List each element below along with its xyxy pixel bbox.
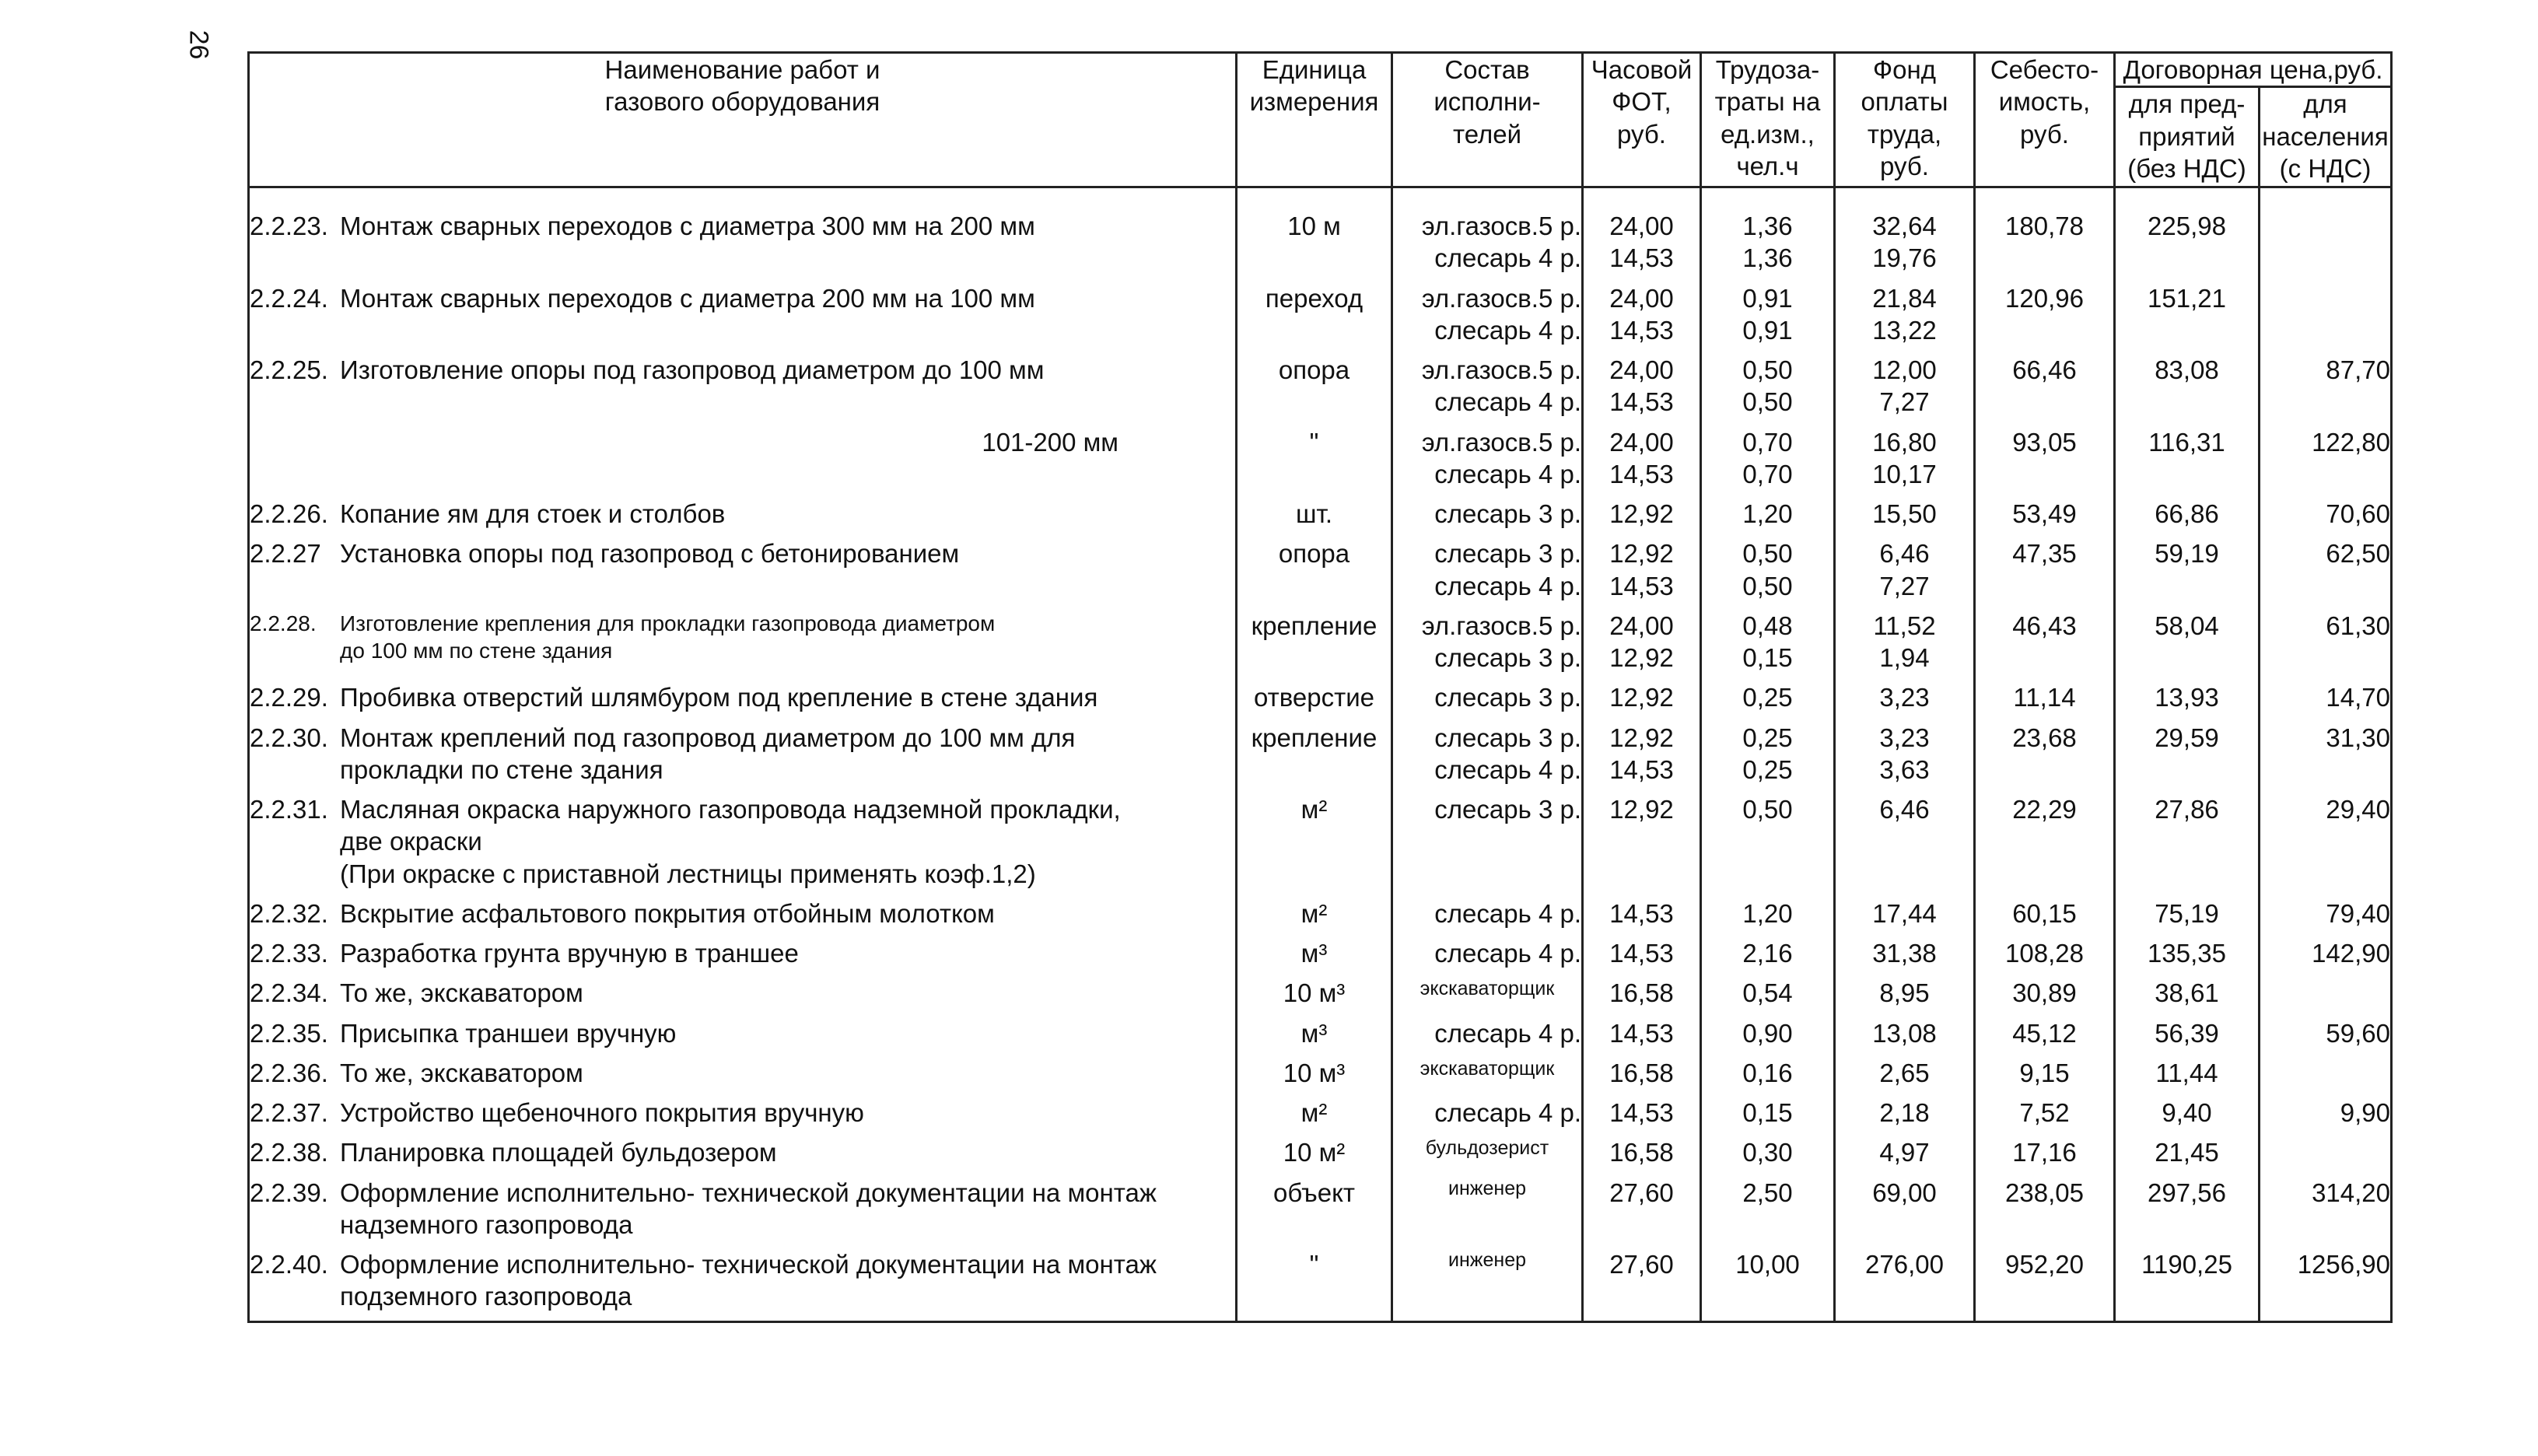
cell-work-name: 2.2.28. Изготовление крепления для прокладки газопровода диаметром до 100 мм по стене здания — [249, 610, 1237, 682]
cell-price-population: 1256,90 — [2260, 1248, 2392, 1321]
cell-work-name: 2.2.36. То же, экскаватором — [249, 1057, 1237, 1097]
cell-wage-fund: 2,18 — [1835, 1097, 1975, 1136]
header-unit: Единица измерения — [1237, 53, 1392, 187]
cell-staff: слесарь 3 р. — [1392, 498, 1583, 537]
cell-labor: 0,48 0,15 — [1701, 610, 1835, 682]
cell-price-enterprises: 75,19 — [2115, 898, 2260, 937]
cell-wage-fund: 21,84 13,22 — [1835, 282, 1975, 355]
cell-work-name: 2.2.29. Пробивка отверстий шлямбуром под крепление в стене здания — [249, 681, 1237, 721]
cell-price-population: 61,30 — [2260, 610, 2392, 682]
cell-wage-fund: 6,46 7,27 — [1835, 537, 1975, 610]
cell-staff: слесарь 3 р. слесарь 4 р. — [1392, 722, 1583, 794]
cell-price-enterprises: 135,35 — [2115, 937, 2260, 977]
cell-work-name: 2.2.25. Изготовление опоры под газопровод диаметром до 100 мм — [249, 354, 1237, 426]
cell-price-population: 31,30 — [2260, 722, 2392, 794]
cell-cost: 238,05 — [1975, 1177, 2115, 1249]
cell-wage-fund: 276,00 — [1835, 1248, 1975, 1321]
table-row — [249, 1136, 2392, 1176]
cell-unit: объект — [1237, 1177, 1392, 1249]
table-row — [249, 937, 2392, 977]
cell-wage-fund: 4,97 — [1835, 1136, 1975, 1176]
table-row — [249, 722, 2392, 794]
cell-labor: 1,36 1,36 — [1701, 187, 1835, 282]
cell-hourly-fot: 24,00 14,53 — [1583, 187, 1701, 282]
cell-labor: 1,20 — [1701, 898, 1835, 937]
price-table — [247, 51, 2393, 1323]
cell-price-population — [2260, 1136, 2392, 1176]
cell-hourly-fot: 27,60 — [1583, 1177, 1701, 1249]
cell-work-name: 2.2.26. Копание ям для стоек и столбов — [249, 498, 1237, 537]
cell-unit: 10 м² — [1237, 1136, 1392, 1176]
cell-labor: 0,50 0,50 — [1701, 354, 1835, 426]
cell-cost: 108,28 — [1975, 937, 2115, 977]
table-row — [249, 898, 2392, 937]
cell-labor: 0,25 0,25 — [1701, 722, 1835, 794]
cell-unit: переход — [1237, 282, 1392, 355]
cell-wage-fund: 8,95 — [1835, 977, 1975, 1017]
cell-work-name: 2.2.33. Разработка грунта вручную в траншее — [249, 937, 1237, 977]
cell-hourly-fot: 27,60 — [1583, 1248, 1701, 1321]
cell-cost: 22,29 — [1975, 793, 2115, 898]
cell-hourly-fot: 14,53 — [1583, 937, 1701, 977]
cell-wage-fund: 17,44 — [1835, 898, 1975, 937]
cell-unit: м² — [1237, 793, 1392, 898]
cell-staff: инженер — [1392, 1177, 1583, 1249]
cell-price-population: 314,20 — [2260, 1177, 2392, 1249]
cell-labor: 10,00 — [1701, 1248, 1835, 1321]
cell-hourly-fot: 16,58 — [1583, 977, 1701, 1017]
cell-work-name: 2.2.31. Масляная окраска наружного газопровода надземной прокладки, две окраски (При окраске с приставной лестницы применять коэф.1,2) — [249, 793, 1237, 898]
cell-cost: 47,35 — [1975, 537, 2115, 610]
cell-price-enterprises: 116,31 — [2115, 426, 2260, 499]
cell-cost: 9,15 — [1975, 1057, 2115, 1097]
cell-labor: 0,16 — [1701, 1057, 1835, 1097]
cell-price-population: 9,90 — [2260, 1097, 2392, 1136]
table-row — [249, 187, 2392, 282]
cell-wage-fund: 12,00 7,27 — [1835, 354, 1975, 426]
table-row — [249, 681, 2392, 721]
cell-wage-fund: 6,46 — [1835, 793, 1975, 898]
cell-wage-fund: 15,50 — [1835, 498, 1975, 537]
table-row — [249, 498, 2392, 537]
cell-work-name: 2.2.32. Вскрытие асфальтового покрытия отбойным молотком — [249, 898, 1237, 937]
cell-unit: 10 м³ — [1237, 1057, 1392, 1097]
cell-labor: 0,90 — [1701, 1017, 1835, 1057]
cell-work-name: 2.2.35. Присыпка траншеи вручную — [249, 1017, 1237, 1057]
cell-cost: 53,49 — [1975, 498, 2115, 537]
cell-price-enterprises: 59,19 — [2115, 537, 2260, 610]
cell-work-name: 2.2.27 Установка опоры под газопровод с бетонированием — [249, 537, 1237, 610]
cell-work-name: 2.2.30. Монтаж креплений под газопровод диаметром до 100 мм для прокладки по стене здания — [249, 722, 1237, 794]
cell-hourly-fot: 24,00 14,53 — [1583, 354, 1701, 426]
cell-price-enterprises: 21,45 — [2115, 1136, 2260, 1176]
cell-price-enterprises: 58,04 — [2115, 610, 2260, 682]
cell-hourly-fot: 14,53 — [1583, 898, 1701, 937]
cell-staff: эл.газосв.5 р. слесарь 4 р. — [1392, 354, 1583, 426]
table-row — [249, 610, 2392, 682]
table-row — [249, 1177, 2392, 1249]
cell-unit: м³ — [1237, 937, 1392, 977]
cell-unit: крепление — [1237, 610, 1392, 682]
cell-hourly-fot: 12,92 — [1583, 793, 1701, 898]
cell-price-enterprises: 38,61 — [2115, 977, 2260, 1017]
cell-price-enterprises: 66,86 — [2115, 498, 2260, 537]
cell-wage-fund: 11,52 1,94 — [1835, 610, 1975, 682]
cell-hourly-fot: 24,00 14,53 — [1583, 282, 1701, 355]
cell-wage-fund: 31,38 — [1835, 937, 1975, 977]
cell-hourly-fot: 14,53 — [1583, 1097, 1701, 1136]
cell-work-name: 2.2.39. Оформление исполнительно- технической документации на монтаж надземного газопровода — [249, 1177, 1237, 1249]
cell-wage-fund: 13,08 — [1835, 1017, 1975, 1057]
cell-cost: 120,96 — [1975, 282, 2115, 355]
header-wage-fund: Фонд оплаты труда, руб. — [1835, 53, 1975, 187]
cell-price-population — [2260, 1057, 2392, 1097]
cell-cost: 60,15 — [1975, 898, 2115, 937]
cell-hourly-fot: 24,00 12,92 — [1583, 610, 1701, 682]
cell-unit: отверстие — [1237, 681, 1392, 721]
header-hourly-fot: Часовой ФОТ, руб. — [1583, 53, 1701, 187]
cell-staff: слесарь 4 р. — [1392, 1017, 1583, 1057]
price-sheet — [247, 51, 2390, 1412]
header-contract-price: Договорная цена,руб. — [2115, 53, 2392, 87]
cell-hourly-fot: 24,00 14,53 — [1583, 426, 1701, 499]
cell-wage-fund: 3,23 — [1835, 681, 1975, 721]
cell-labor: 0,30 — [1701, 1136, 1835, 1176]
cell-price-population — [2260, 187, 2392, 282]
cell-work-name: 2.2.34. То же, экскаватором — [249, 977, 1237, 1017]
cell-hourly-fot: 12,92 14,53 — [1583, 537, 1701, 610]
table-row — [249, 1097, 2392, 1136]
cell-labor: 0,15 — [1701, 1097, 1835, 1136]
cell-price-enterprises: 83,08 — [2115, 354, 2260, 426]
cell-work-name: 2.2.38. Планировка площадей бульдозером — [249, 1136, 1237, 1176]
cell-work-name: 2.2.40. Оформление исполнительно- технической документации на монтаж подземного газопровода — [249, 1248, 1237, 1321]
cell-staff: эл.газосв.5 р. слесарь 4 р. — [1392, 282, 1583, 355]
cell-price-population — [2260, 977, 2392, 1017]
cell-wage-fund: 32,64 19,76 — [1835, 187, 1975, 282]
cell-staff: бульдозерист — [1392, 1136, 1583, 1176]
table-row — [249, 1248, 2392, 1321]
cell-labor: 0,25 — [1701, 681, 1835, 721]
cell-hourly-fot: 16,58 — [1583, 1136, 1701, 1176]
cell-unit: м² — [1237, 898, 1392, 937]
table-row — [249, 793, 2392, 898]
cell-labor: 2,50 — [1701, 1177, 1835, 1249]
cell-cost: 45,12 — [1975, 1017, 2115, 1057]
table-row — [249, 1017, 2392, 1057]
cell-staff: слесарь 3 р. слесарь 4 р. — [1392, 537, 1583, 610]
table-row — [249, 282, 2392, 355]
cell-unit: опора — [1237, 537, 1392, 610]
cell-price-enterprises: 27,86 — [2115, 793, 2260, 898]
cell-price-enterprises: 1190,25 — [2115, 1248, 2260, 1321]
cell-staff: экскаваторщик — [1392, 1057, 1583, 1097]
cell-price-population: 142,90 — [2260, 937, 2392, 977]
table-body — [249, 187, 2392, 1322]
cell-staff: инженер — [1392, 1248, 1583, 1321]
cell-cost: 7,52 — [1975, 1097, 2115, 1136]
cell-cost: 11,14 — [1975, 681, 2115, 721]
cell-work-name: 101-200 мм — [249, 426, 1237, 499]
cell-labor: 0,54 — [1701, 977, 1835, 1017]
cell-staff: эл.газосв.5 р. слесарь 3 р. — [1392, 610, 1583, 682]
cell-price-population: 62,50 — [2260, 537, 2392, 610]
cell-hourly-fot: 16,58 — [1583, 1057, 1701, 1097]
cell-staff: экскаваторщик — [1392, 977, 1583, 1017]
cell-unit: шт. — [1237, 498, 1392, 537]
cell-unit: " — [1237, 426, 1392, 499]
cell-price-population: 79,40 — [2260, 898, 2392, 937]
table-row — [249, 537, 2392, 610]
cell-staff: эл.газосв.5 р. слесарь 4 р. — [1392, 187, 1583, 282]
cell-price-population: 14,70 — [2260, 681, 2392, 721]
cell-cost: 23,68 — [1975, 722, 2115, 794]
cell-hourly-fot: 14,53 — [1583, 1017, 1701, 1057]
cell-price-population: 59,60 — [2260, 1017, 2392, 1057]
cell-staff: слесарь 3 р. — [1392, 793, 1583, 898]
cell-cost: 66,46 — [1975, 354, 2115, 426]
page-number: 26 — [184, 30, 214, 60]
cell-cost: 93,05 — [1975, 426, 2115, 499]
cell-price-population: 122,80 — [2260, 426, 2392, 499]
cell-work-name: 2.2.23. Монтаж сварных переходов с диаметра 300 мм на 200 мм — [249, 187, 1237, 282]
cell-wage-fund: 16,80 10,17 — [1835, 426, 1975, 499]
table-row — [249, 977, 2392, 1017]
cell-staff: эл.газосв.5 р. слесарь 4 р. — [1392, 426, 1583, 499]
cell-labor: 2,16 — [1701, 937, 1835, 977]
cell-price-enterprises: 11,44 — [2115, 1057, 2260, 1097]
table-row — [249, 1057, 2392, 1097]
cell-price-population: 87,70 — [2260, 354, 2392, 426]
cell-wage-fund: 2,65 — [1835, 1057, 1975, 1097]
cell-work-name: 2.2.37. Устройство щебеночного покрытия вручную — [249, 1097, 1237, 1136]
cell-price-enterprises: 297,56 — [2115, 1177, 2260, 1249]
cell-unit: 10 м³ — [1237, 977, 1392, 1017]
header-labor: Трудоза- траты на ед.изм., чел.ч — [1701, 53, 1835, 187]
cell-price-population: 29,40 — [2260, 793, 2392, 898]
cell-unit: м³ — [1237, 1017, 1392, 1057]
cell-unit: крепление — [1237, 722, 1392, 794]
cell-price-population: 70,60 — [2260, 498, 2392, 537]
cell-unit: м² — [1237, 1097, 1392, 1136]
cell-hourly-fot: 12,92 — [1583, 681, 1701, 721]
cell-hourly-fot: 12,92 14,53 — [1583, 722, 1701, 794]
cell-staff: слесарь 4 р. — [1392, 898, 1583, 937]
cell-cost: 30,89 — [1975, 977, 2115, 1017]
cell-price-enterprises: 29,59 — [2115, 722, 2260, 794]
cell-cost: 46,43 — [1975, 610, 2115, 682]
header-staff: Состав исполни- телей — [1392, 53, 1583, 187]
cell-labor: 0,70 0,70 — [1701, 426, 1835, 499]
header-cost: Себесто- имость, руб. — [1975, 53, 2115, 187]
cell-wage-fund: 69,00 — [1835, 1177, 1975, 1249]
cell-labor: 0,50 — [1701, 793, 1835, 898]
cell-staff: слесарь 4 р. — [1392, 937, 1583, 977]
cell-work-name: 2.2.24. Монтаж сварных переходов с диаметра 200 мм на 100 мм — [249, 282, 1237, 355]
table-row — [249, 354, 2392, 426]
cell-price-population — [2260, 282, 2392, 355]
cell-hourly-fot: 12,92 — [1583, 498, 1701, 537]
cell-labor: 0,91 0,91 — [1701, 282, 1835, 355]
cell-price-enterprises: 56,39 — [2115, 1017, 2260, 1057]
cell-labor: 1,20 — [1701, 498, 1835, 537]
cell-staff: слесарь 3 р. — [1392, 681, 1583, 721]
table-row — [249, 426, 2392, 499]
cell-unit: 10 м — [1237, 187, 1392, 282]
cell-unit: опора — [1237, 354, 1392, 426]
cell-labor: 0,50 0,50 — [1701, 537, 1835, 610]
cell-price-enterprises: 13,93 — [2115, 681, 2260, 721]
cell-cost: 180,78 — [1975, 187, 2115, 282]
cell-price-enterprises: 151,21 — [2115, 282, 2260, 355]
cell-price-enterprises: 225,98 — [2115, 187, 2260, 282]
header-name: Наименование работ и газового оборудования — [249, 53, 1237, 187]
cell-wage-fund: 3,23 3,63 — [1835, 722, 1975, 794]
cell-staff: слесарь 4 р. — [1392, 1097, 1583, 1136]
header-for-enterprises: для пред- приятий (без НДС) — [2115, 87, 2260, 187]
header-for-population: для населения (с НДС) — [2260, 87, 2392, 187]
cell-cost: 952,20 — [1975, 1248, 2115, 1321]
cell-unit: " — [1237, 1248, 1392, 1321]
cell-price-enterprises: 9,40 — [2115, 1097, 2260, 1136]
cell-cost: 17,16 — [1975, 1136, 2115, 1176]
